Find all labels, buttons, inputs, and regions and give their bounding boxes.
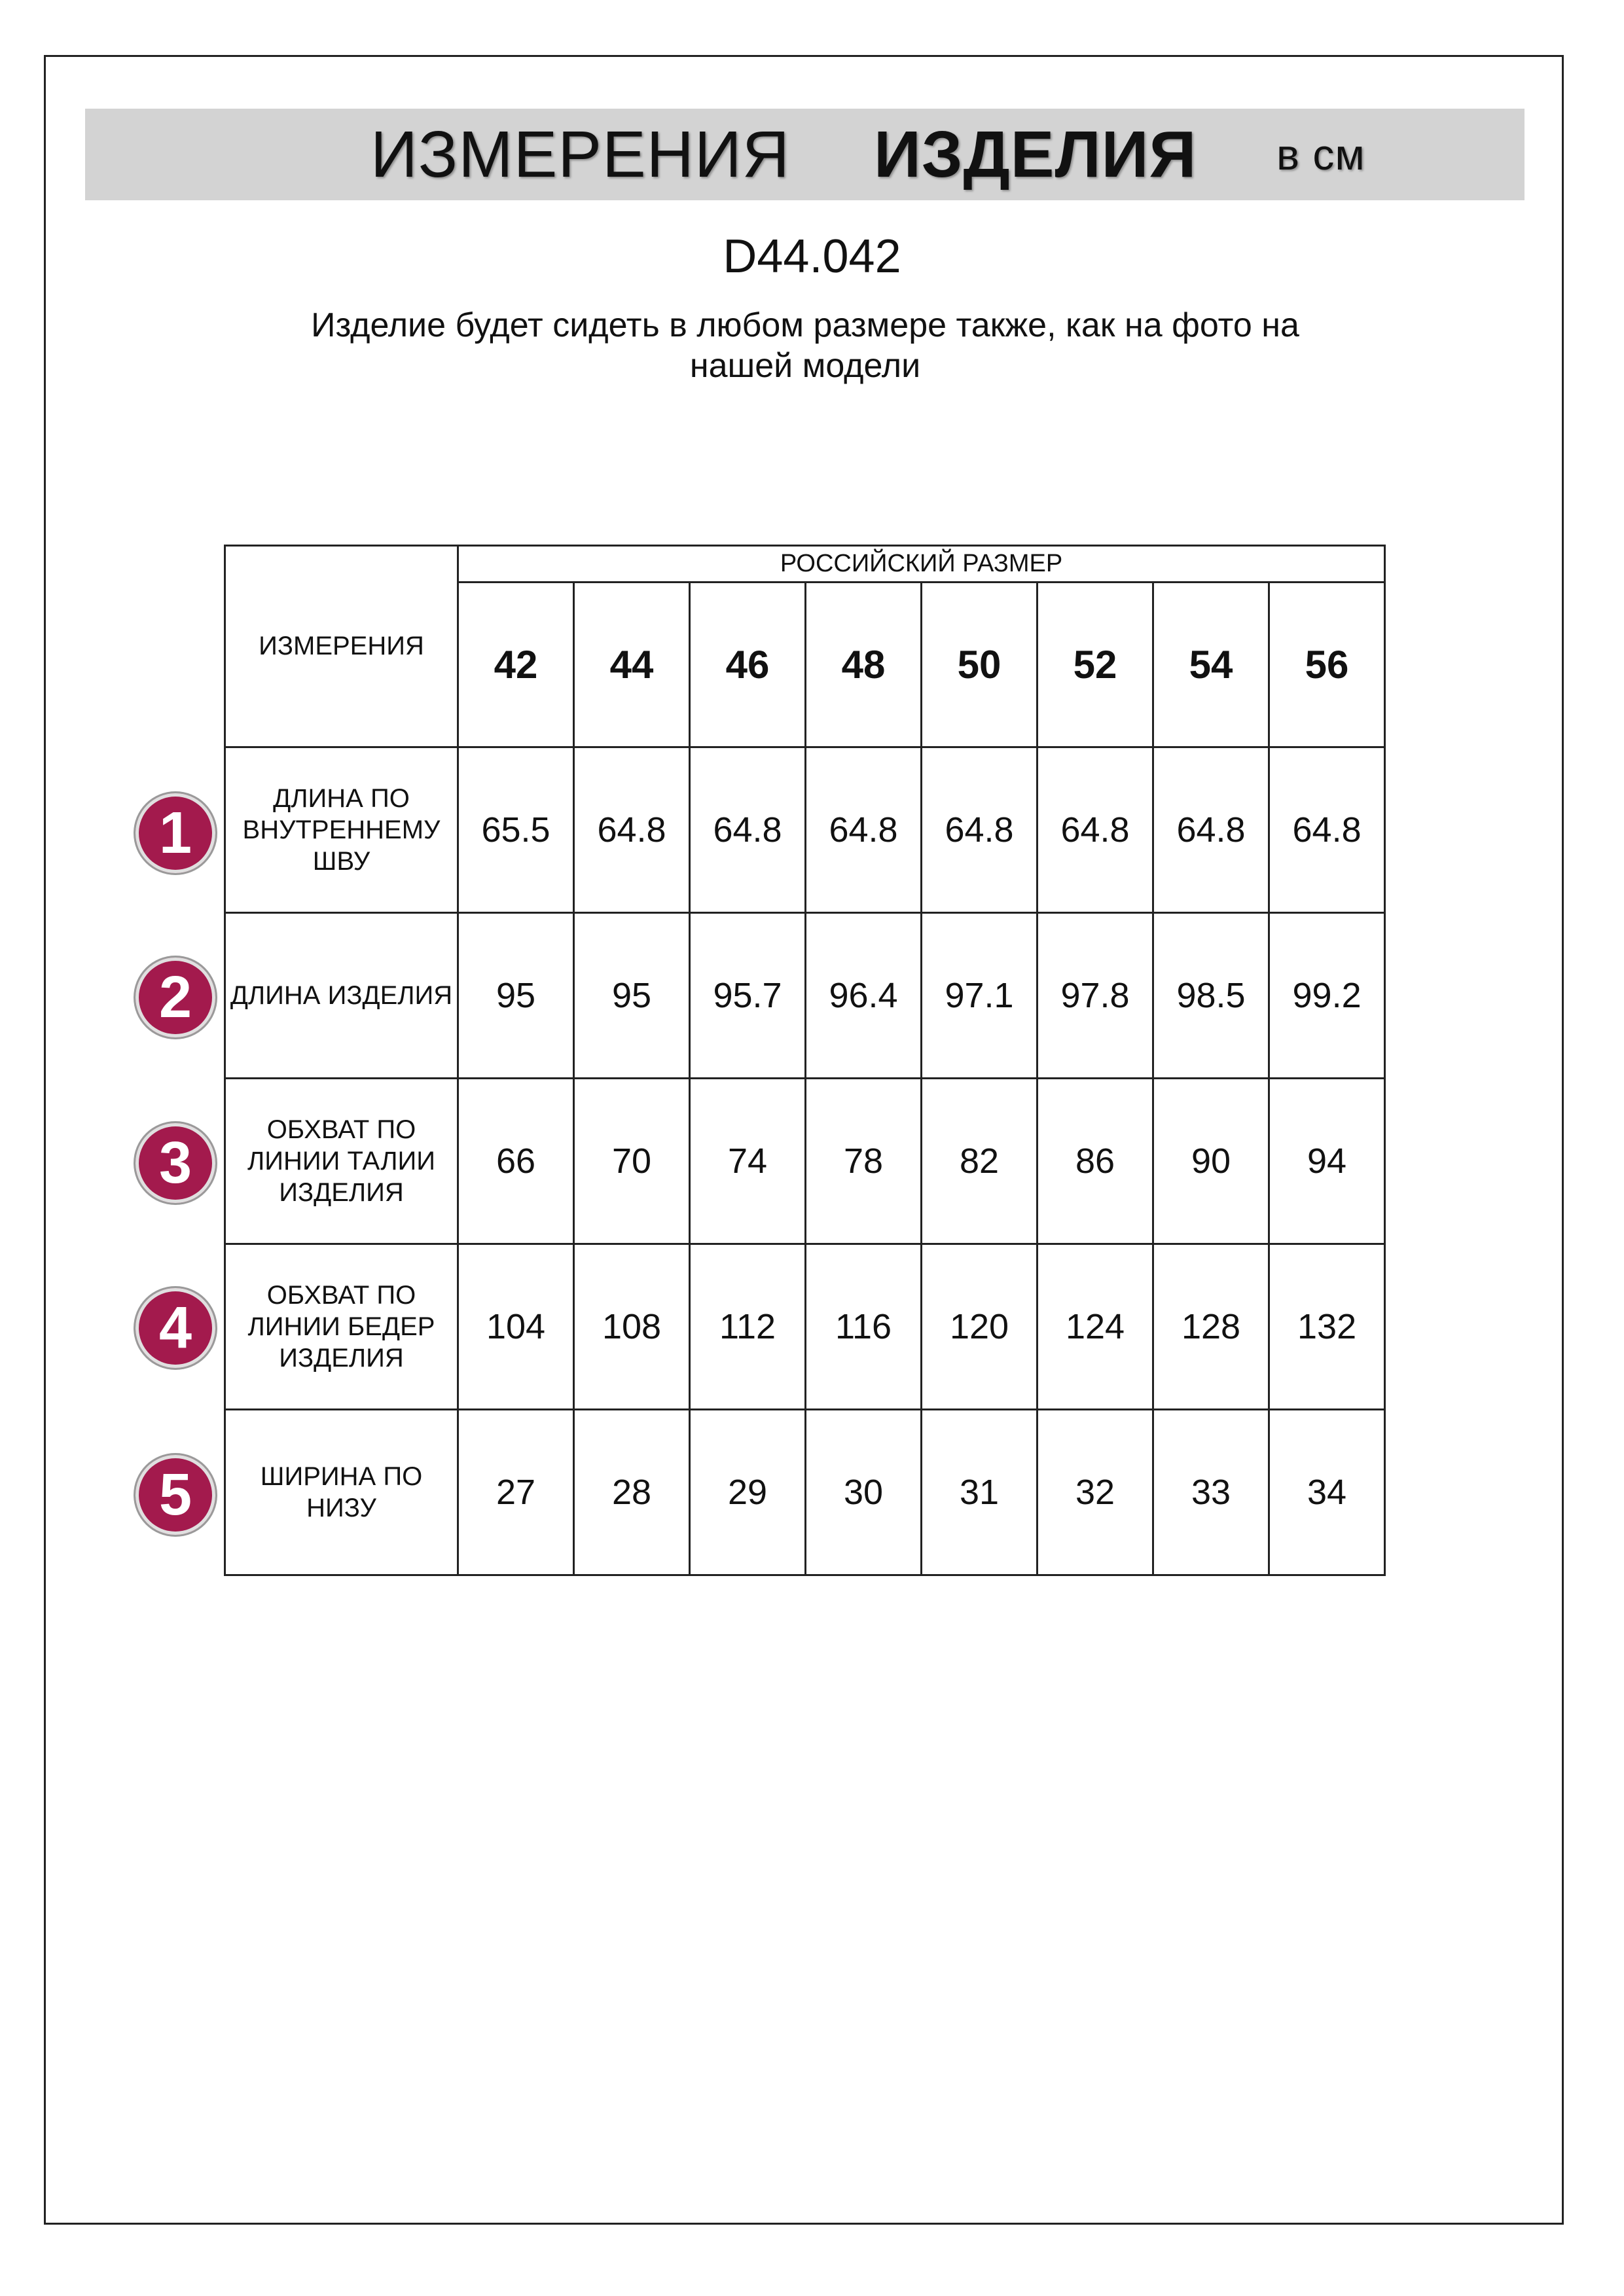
table-cell: 108 (574, 1244, 690, 1410)
size-header: 42 (458, 583, 574, 747)
table-cell: 64.8 (1038, 747, 1153, 913)
size-header: 56 (1269, 583, 1385, 747)
table-cell: 64.8 (1153, 747, 1269, 913)
table-cell: 66 (458, 1079, 574, 1244)
table-cell: 104 (458, 1244, 574, 1410)
table-cell: 97.8 (1038, 913, 1153, 1079)
row-number-badge: 4 (135, 1288, 215, 1368)
table-cell: 98.5 (1153, 913, 1269, 1079)
table-cell: 95 (574, 913, 690, 1079)
size-header: 48 (806, 583, 922, 747)
table-cell: 70 (574, 1079, 690, 1244)
table-cell: 74 (690, 1079, 806, 1244)
size-header: 50 (922, 583, 1038, 747)
table-cell: 29 (690, 1410, 806, 1575)
row-label: ДЛИНА ПО ВНУТРЕННЕМУ ШВУ (225, 747, 458, 913)
row-number-badge: 5 (135, 1455, 215, 1535)
table-cell: 64.8 (690, 747, 806, 913)
table-cell: 86 (1038, 1079, 1153, 1244)
table-cell: 64.8 (1269, 747, 1385, 913)
table-row (225, 1079, 1385, 1244)
table-cell: 64.8 (806, 747, 922, 913)
table-cell: 132 (1269, 1244, 1385, 1410)
size-header: 44 (574, 583, 690, 747)
size-table (224, 545, 1386, 1576)
size-header: 52 (1038, 583, 1153, 747)
table-cell: 128 (1153, 1244, 1269, 1410)
row-number-badge: 2 (135, 958, 215, 1037)
table-cell: 28 (574, 1410, 690, 1575)
table-cell: 64.8 (922, 747, 1038, 913)
table-row (225, 913, 1385, 1079)
title-product: ИЗДЕЛИЯ (874, 118, 1197, 191)
table-row (225, 1244, 1385, 1410)
table-cell: 30 (806, 1410, 922, 1575)
table-cell: 64.8 (574, 747, 690, 913)
table-cell: 82 (922, 1079, 1038, 1244)
table-cell: 97.1 (922, 913, 1038, 1079)
table-cell: 32 (1038, 1410, 1153, 1575)
table-cell: 95.7 (690, 913, 806, 1079)
article-code: D44.042 (723, 230, 901, 283)
table-cell: 65.5 (458, 747, 574, 913)
table-cell: 124 (1038, 1244, 1153, 1410)
table-cell: 96.4 (806, 913, 922, 1079)
table-row (225, 747, 1385, 913)
table-cell: 78 (806, 1079, 922, 1244)
row-label: ОБХВАТ ПО ЛИНИИ ТАЛИИ ИЗДЕЛИЯ (225, 1079, 458, 1244)
table-cell: 95 (458, 913, 574, 1079)
row-number-badge: 3 (135, 1123, 215, 1203)
title-band (85, 109, 1525, 200)
row-label: ДЛИНА ИЗДЕЛИЯ (225, 913, 458, 1079)
row-label: ОБХВАТ ПО ЛИНИИ БЕДЕР ИЗДЕЛИЯ (225, 1244, 458, 1410)
table-cell: 34 (1269, 1410, 1385, 1575)
table-cell: 120 (922, 1244, 1038, 1410)
size-header: 46 (690, 583, 806, 747)
size-header: 54 (1153, 583, 1269, 747)
table-row (225, 1410, 1385, 1575)
size-group-header: РОССИЙСКИЙ РАЗМЕР (458, 546, 1385, 583)
measurements-header: ИЗМЕРЕНИЯ (225, 546, 458, 747)
fit-note: Изделие будет сидеть в любом размере также, как на фото на нашей модели (311, 306, 1299, 385)
table-cell: 99.2 (1269, 913, 1385, 1079)
row-label: ШИРИНА ПО НИЗУ (225, 1410, 458, 1575)
table-cell: 116 (806, 1244, 922, 1410)
table-cell: 112 (690, 1244, 806, 1410)
table-cell: 31 (922, 1410, 1038, 1575)
row-number-badge: 1 (135, 793, 215, 873)
table-cell: 90 (1153, 1079, 1269, 1244)
title-measurements: ИЗМЕРЕНИЯ (370, 118, 790, 191)
table-cell: 33 (1153, 1410, 1269, 1575)
table-cell: 27 (458, 1410, 574, 1575)
table-cell: 94 (1269, 1079, 1385, 1244)
title-unit: в см (1276, 130, 1365, 179)
